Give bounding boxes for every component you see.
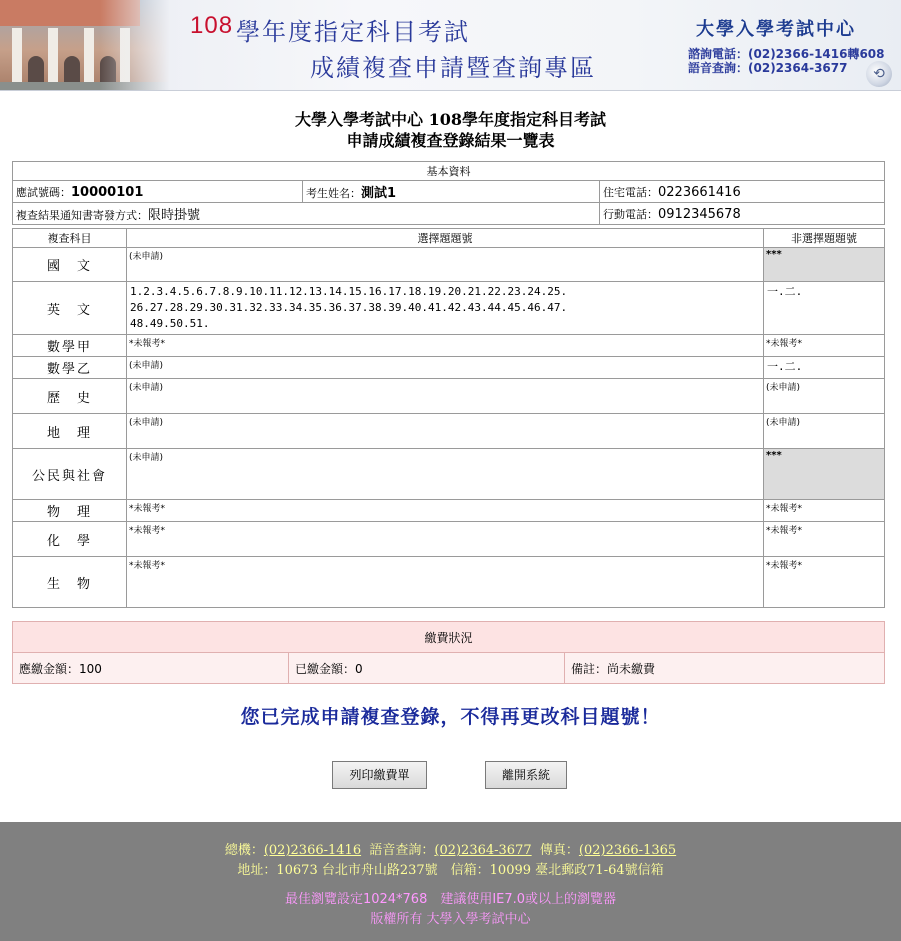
table-row: 物 理 *未報考* *未報考* <box>13 500 885 522</box>
table-row: 國 文 (未申請) *** <box>13 248 885 282</box>
footer-contacts: 總機：(02)2366-1416 語音查詢：(02)2364-3677 傳真：(02)2366-1365 <box>224 843 677 858</box>
footer <box>0 822 901 941</box>
footer-copyright: 版權所有 大學入學考試中心 <box>370 912 531 927</box>
main-phone-link[interactable]: (02)2366-1416 <box>263 843 362 858</box>
exit-system-button[interactable]: 離開系統 <box>485 761 567 789</box>
table-row: 生 物 *未報考* *未報考* <box>13 557 885 608</box>
amount-due-cell: 應繳金額：100 <box>13 653 289 684</box>
remark-cell: 備註：尚未繳費 <box>565 653 885 684</box>
footer-browser-note: 最佳瀏覽設定1024*768 建議使用IE7.0或以上的瀏覽器 <box>284 892 617 907</box>
col-choice: 選擇題題號 <box>127 229 764 248</box>
page-subtitle: 申請成績複查登錄結果一覽表 <box>346 131 555 150</box>
table-row: 化 學 *未報考* *未報考* <box>13 522 885 557</box>
col-nonchoice: 非選擇題題號 <box>764 229 885 248</box>
completion-message: 您已完成申請複查登錄，不得再更改科目題號！ <box>240 706 661 728</box>
banner-year: 108 <box>190 12 234 39</box>
logo-swirl-icon: ⟲ <box>866 61 892 87</box>
banner-title-line2: 成績複查申請暨查詢專區 <box>310 54 596 82</box>
payment-header: 繳費狀況 <box>13 622 885 653</box>
notify-method-cell: 複查結果通知書寄發方式：限時掛號 <box>13 203 600 225</box>
center-name: 大學入學考試中心 <box>696 19 856 40</box>
table-row: 數學乙 (未申請) 一.二. <box>13 357 885 379</box>
candidate-name-cell: 考生姓名：測試1 <box>303 181 600 203</box>
mobile-phone-cell: 行動電話：0912345678 <box>600 203 885 225</box>
voice-phone: 語音查詢：(02)2364-3677 <box>688 61 848 75</box>
col-subject: 複查科目 <box>13 229 127 248</box>
amount-paid-cell: 已繳金額：0 <box>289 653 565 684</box>
payment-table <box>12 621 885 684</box>
table-row: 英 文 1.2.3.4.5.6.7.8.9.10.11.12.13.14.15.16.17.18.19.20.21.22.23.24.25. 26.27.28.29.30.31.32.33.34.35.36.37.38.39.40.41.42.43.44.45.46.47. 48.49.50.51. 一.二. <box>13 282 885 335</box>
exam-id-cell: 應試號碼：10000101 <box>13 181 303 203</box>
header-banner <box>0 0 901 91</box>
footer-address: 地址：10673 台北市舟山路237號 信箱：10099 臺北郵政71-64號信箱 <box>237 863 664 878</box>
voice-phone-link[interactable]: (02)2364-3677 <box>434 843 532 858</box>
basic-info-table <box>12 161 885 225</box>
consult-phone: 諮詢電話：(02)2366-1416轉608 <box>688 47 885 61</box>
home-phone-cell: 住宅電話：0223661416 <box>600 181 885 203</box>
building-image <box>0 0 170 90</box>
basic-info-header: 基本資料 <box>13 162 885 181</box>
table-row: 數學甲 *未報考* *未報考* <box>13 335 885 357</box>
table-row: 公民與社會 (未申請) *** <box>13 449 885 500</box>
table-row: 歷 史 (未申請) (未申請) <box>13 379 885 414</box>
subjects-table <box>12 228 885 608</box>
fax-link[interactable]: (02)2366-1365 <box>578 843 677 858</box>
page-title: 大學入學考試中心 108學年度指定科目考試 <box>295 110 606 129</box>
banner-title-line1: 學年度指定科目考試 <box>236 18 470 46</box>
english-choice-numbers: 1.2.3.4.5.6.7.8.9.10.11.12.13.14.15.16.17.18.19.20.21.22.23.24.25. 26.27.28.29.30.31.32.33.34.35.36.37.38.39.40.41.42.43.44.45.46.47. 48.49.50.51. <box>127 282 764 335</box>
print-payment-button[interactable]: 列印繳費單 <box>332 761 427 789</box>
table-row: 地 理 (未申請) (未申請) <box>13 414 885 449</box>
